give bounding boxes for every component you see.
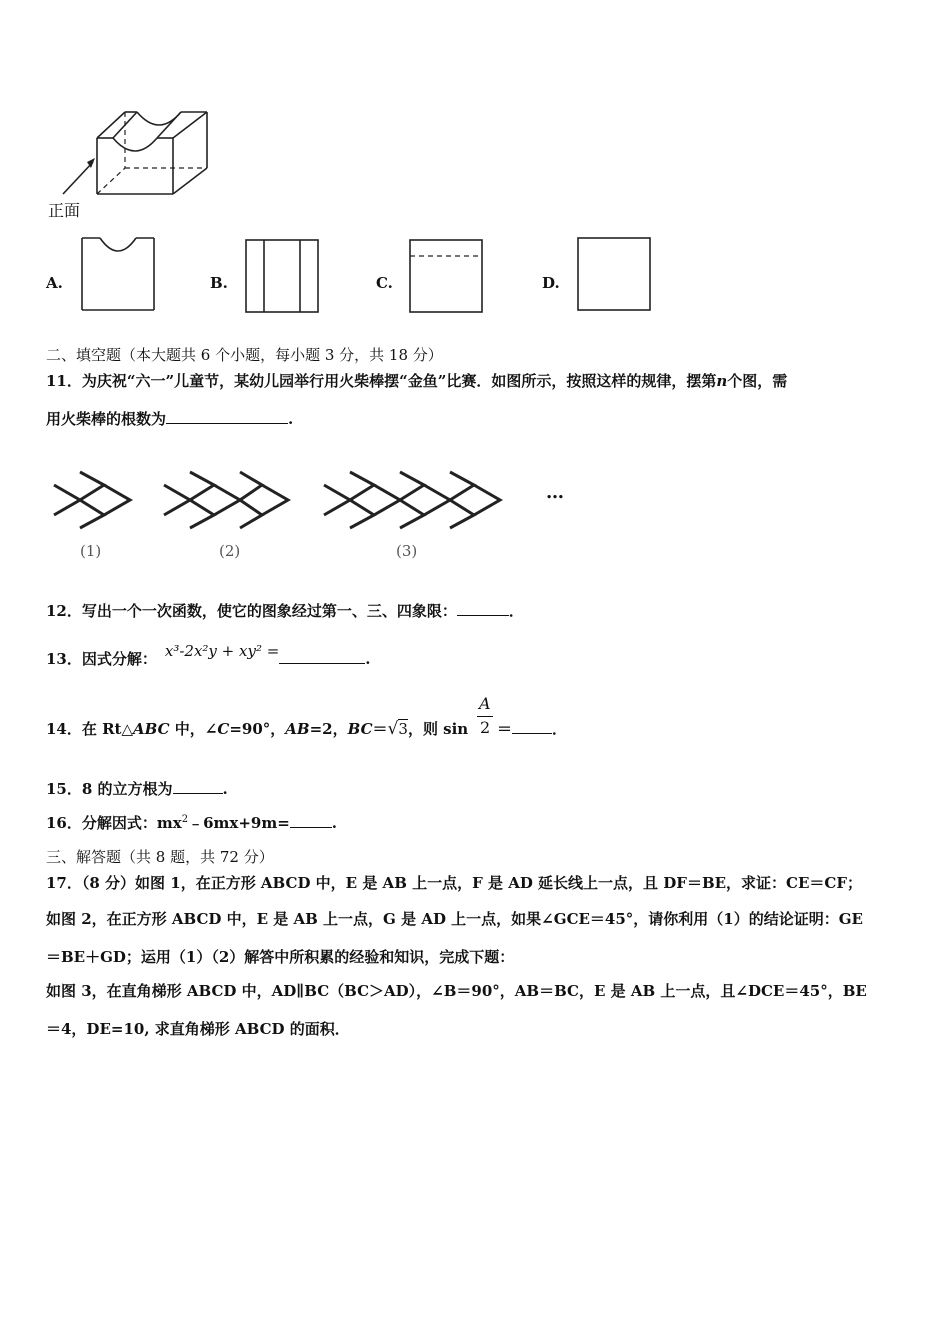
q13-expression: x³-2x²y + xy² = bbox=[164, 642, 280, 660]
var-n: n bbox=[716, 372, 728, 390]
q11-line1: 11．为庆祝“六一”儿童节，某幼儿园举行用火柴棒摆“金鱼”比赛．如图所示，按照这样的规律，摆第n个图，需 bbox=[46, 372, 788, 390]
frac-denominator: 2 bbox=[480, 718, 491, 737]
frac-bar bbox=[477, 716, 493, 717]
option-b-letter: B. bbox=[210, 274, 228, 292]
figure-label-1: (1) bbox=[80, 542, 102, 560]
q14-tail: ＝ ． bbox=[497, 720, 568, 738]
front-label: 正面 bbox=[48, 201, 81, 220]
option-b-figure bbox=[244, 238, 324, 318]
section3-heading: 三、解答题（共 8 题，共 72 分） bbox=[46, 848, 274, 866]
q17-line1: 17．（8 分）如图 1，在正方形 ABCD 中，E 是 AB 上一点，F 是 AD 延长线上一点，且 DF＝BE，求证：CE＝CF； bbox=[46, 874, 863, 892]
solid-figure bbox=[85, 110, 265, 230]
section2-heading: 二、填空题（本大题共 6 个小题，每小题 3 分，共 18 分） bbox=[46, 346, 443, 364]
option-a-figure bbox=[80, 236, 160, 316]
q17-line5: ＝4，DE=10, 求直角梯形 ABCD 的面积． bbox=[46, 1020, 350, 1038]
answer-blank[interactable] bbox=[166, 411, 288, 424]
answer-blank[interactable] bbox=[512, 721, 552, 734]
q17-line3: ＝BE＋GD；运用（1）（2）解答中所积累的经验和知识，完成下题： bbox=[46, 948, 515, 966]
option-c-figure bbox=[408, 238, 488, 318]
answer-blank[interactable] bbox=[457, 603, 509, 616]
q13: 13．因式分解： x³-2x²y + xy² = . bbox=[46, 642, 371, 668]
matchstick-figure-1 bbox=[52, 470, 142, 540]
matchstick-figure-3 bbox=[322, 466, 512, 536]
option-d-letter: D. bbox=[542, 274, 560, 292]
figure-label-3: (3) bbox=[396, 542, 418, 560]
option-a-letter: A. bbox=[46, 274, 63, 292]
matchstick-figure-2 bbox=[162, 470, 302, 540]
answer-blank[interactable] bbox=[173, 781, 223, 794]
q12: 12．写出一个一次函数，使它的图象经过第一、三、四象限： ． bbox=[46, 602, 524, 620]
q17-line4: 如图 3，在直角梯形 ABCD 中，AD∥BC（BC＞AD），∠B＝90°，AB＝BC，E 是 AB 上一点，且∠DCE＝45°，BE bbox=[46, 982, 867, 1000]
q11-line2: 用火柴棒的根数为 . bbox=[46, 410, 294, 428]
answer-blank[interactable] bbox=[279, 651, 365, 664]
sqrt-symbol: √ bbox=[387, 719, 399, 739]
option-c-letter: C. bbox=[376, 274, 393, 292]
answer-blank[interactable] bbox=[290, 815, 332, 828]
option-d-figure bbox=[576, 236, 656, 316]
figure-label-2: (2) bbox=[219, 542, 241, 560]
q14: 14．在 Rt△ABC 中，∠C=90°，AB=2，BC＝√3，则 sin bbox=[46, 719, 469, 739]
q16: 16．分解因式：$mx^2﹣6mx+9m=$ . bbox=[46, 814, 338, 832]
frac-numerator: A bbox=[479, 694, 491, 713]
q15: 15．8 的立方根为 . bbox=[46, 780, 228, 798]
ellipsis: … bbox=[546, 482, 564, 503]
q17-line2: 如图 2，在正方形 ABCD 中，E 是 AB 上一点，G 是 AD 上一点，如果∠GCE＝45°，请你利用（1）的结论证明：GE bbox=[46, 910, 863, 928]
